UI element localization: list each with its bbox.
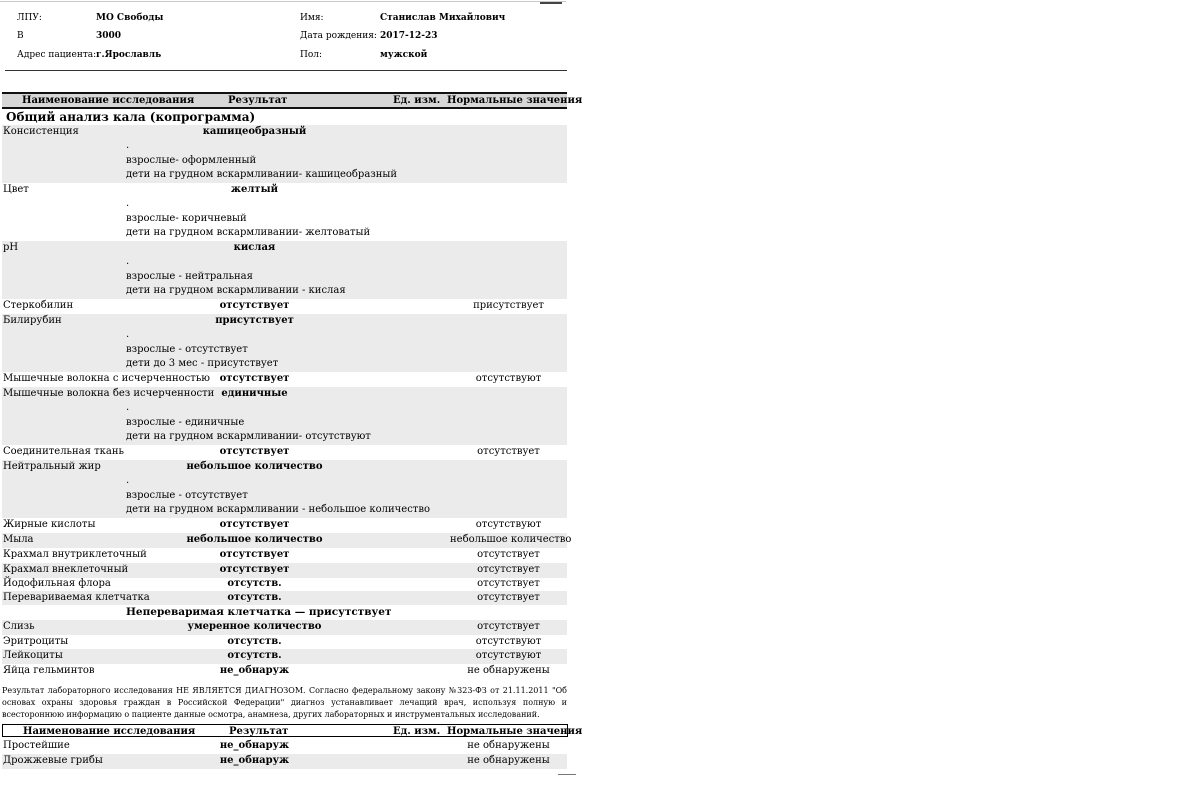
- table-row: [2, 372, 567, 387]
- row-test-name: Эритроциты: [3, 636, 69, 647]
- table-row: [2, 635, 567, 649]
- row-reference-line: дети на грудном вскармливании- отсутствуют: [126, 431, 371, 442]
- row-reference-line: дети на грудном вскармливании - небольшое количество: [126, 504, 430, 515]
- table-row: [2, 620, 567, 635]
- row-result-value: не_обнаруж: [219, 665, 290, 676]
- row-result-value: кашицеобразный: [202, 126, 307, 137]
- row-result-value: не_обнаруж: [219, 755, 290, 766]
- cropped-header-fragment: [540, 0, 562, 4]
- row-test-name: Соединительная ткань: [3, 446, 124, 457]
- sex-label: Пол:: [300, 50, 323, 60]
- row-test-name: Билирубин: [3, 315, 62, 326]
- row-test-name: Лейкоциты: [3, 650, 63, 661]
- col-header-units: Ед. изм.: [393, 95, 441, 106]
- row-reference-line: взрослые - отсутствует: [126, 343, 248, 355]
- dob-label: Дата рождения:: [300, 31, 377, 41]
- row-reference-line: .: [126, 140, 130, 151]
- row-reference-line: взрослые - отсутствует: [126, 489, 248, 501]
- row-test-name: Стеркобилин: [3, 300, 74, 311]
- table-row: [2, 314, 567, 372]
- table-row: [2, 125, 567, 183]
- table-row: [2, 460, 567, 518]
- row-test-name: Простейшие: [3, 740, 70, 751]
- row-test-name: Консистенция: [3, 126, 79, 137]
- row-normal-value: не обнаружены: [467, 665, 550, 676]
- table-row: [2, 591, 567, 606]
- row-result-value: отсутств.: [227, 650, 282, 661]
- row-reference-line: дети до 3 мес - присутствует: [126, 358, 279, 369]
- row-normal-value: не обнаружены: [467, 755, 550, 766]
- col-header-norm: Нормальные значения: [447, 95, 583, 106]
- section-title: Общий анализ кала (копрограмма): [6, 110, 256, 124]
- table-row: [2, 577, 567, 591]
- row-test-name: Дрожжевые грибы: [3, 755, 103, 766]
- table-row: [2, 563, 567, 578]
- extra-result-line: [2, 605, 567, 620]
- row-result-value: кислая: [233, 242, 276, 253]
- row-result-value: отсутств.: [227, 592, 282, 603]
- row-test-name: Нейтральный жир: [3, 461, 101, 472]
- disclaimer-text: Результат лабораторного исследования НЕ ЯВЛЯЕТСЯ ДИАГНОЗОМ. Согласно федеральному закону №323-ФЗ от 21.11.2011 "Об основах охраны здоровья граждан в Российской Федерации" диагноз устанавливает лечащий врач, используя полную и всестороннюю информацию о пациенте данные осмотра, анамнеза, других лабораторных и инструментальных исследований.: [2, 686, 567, 719]
- row-test-name: Мышечные волокна с исчерченностью: [3, 373, 210, 384]
- col2-header-norm: Нормальные значения: [447, 726, 583, 737]
- table-row: [2, 387, 567, 445]
- col2-header-units: Ед. изм.: [393, 726, 441, 737]
- table-row: [2, 533, 572, 548]
- row-test-name: Яйца гельминтов: [3, 665, 95, 676]
- row-test-name: Слизь: [3, 621, 35, 632]
- row-result-value: отсутствует: [219, 446, 290, 457]
- row-test-name: Мышечные волокна без исчерченности: [3, 388, 215, 399]
- table-row: [2, 518, 567, 533]
- lpu-value: МО Свободы: [96, 13, 164, 23]
- row-test-name: Перевариваемая клетчатка: [3, 592, 150, 603]
- row-reference-line: .: [126, 256, 130, 267]
- row-test-name: Мыла: [3, 534, 34, 545]
- row-normal-value: отсутствует: [477, 564, 540, 575]
- row-result-value: единичные: [221, 388, 288, 399]
- lab-report-document: [0, 0, 583, 800]
- row-result-value: отсутств.: [227, 578, 282, 589]
- row-test-name: Крахмал внутриклеточный: [3, 549, 147, 560]
- row-normal-value: отсутствуют: [475, 650, 542, 661]
- row-normal-value: отсутствует: [477, 446, 540, 457]
- row-normal-value: отсутствуют: [475, 519, 542, 530]
- row-normal-value: отсутствует: [477, 578, 540, 589]
- table-row: [2, 241, 567, 299]
- col2-header-name: Наименование исследования: [23, 726, 196, 737]
- row-reference-line: взрослые- коричневый: [126, 212, 247, 224]
- row-result-value: отсутствует: [219, 519, 290, 530]
- row-reference-line: взрослые- оформленный: [126, 154, 257, 166]
- name-label: Имя:: [300, 13, 324, 23]
- name-value: Станислав Михайлович: [380, 13, 506, 23]
- row-normal-value: отсутствуют: [475, 373, 542, 384]
- table-row: [2, 299, 567, 314]
- row-normal-value: не обнаружены: [467, 740, 550, 751]
- row-normal-value: отсутствуют: [475, 636, 542, 647]
- dob-value: 2017-12-23: [380, 31, 438, 41]
- table-row: [2, 548, 567, 563]
- table-header-bottom-rule: [2, 107, 567, 109]
- row-result-value: не_обнаруж: [219, 740, 290, 751]
- row-result-value: отсутствует: [219, 300, 290, 311]
- table-row: [2, 664, 567, 678]
- row-reference-line: .: [126, 198, 130, 209]
- row-reference-line: дети на грудном вскармливании- кашицеобразный: [126, 169, 398, 180]
- row-reference-line: дети на грудном вскармливании- желтоватый: [126, 227, 371, 238]
- row-result-value: небольшое количество: [186, 461, 323, 472]
- lpu-label: ЛПУ:: [17, 13, 42, 23]
- page-corner-mark: [558, 774, 576, 775]
- col2-header-result: Результат: [229, 726, 289, 737]
- row-reference-line: .: [126, 329, 130, 340]
- table-row: [2, 649, 567, 664]
- row-result-value: желтый: [230, 184, 279, 195]
- table-row: [2, 445, 567, 460]
- extra-result-text: Непереваримая клетчатка — присутствует: [126, 606, 392, 618]
- results-table-header: [2, 94, 583, 107]
- row-result-value: отсутствует: [219, 373, 290, 384]
- row-result-value: отсутств.: [227, 636, 282, 647]
- col-header-name: Наименование исследования: [22, 95, 195, 106]
- v-value: 3000: [96, 31, 122, 41]
- table-row: [2, 739, 567, 754]
- row-reference-line: взрослые - единичные: [126, 416, 245, 428]
- row-reference-line: дети на грудном вскармливании - кислая: [126, 285, 346, 296]
- row-result-value: небольшое количество: [186, 534, 323, 545]
- address-value: г.Ярославль: [96, 50, 162, 60]
- row-result-value: отсутствует: [219, 564, 290, 575]
- row-test-name: Жирные кислоты: [3, 519, 96, 530]
- row-reference-line: .: [126, 475, 130, 486]
- table-row: [2, 183, 567, 241]
- row-test-name: Цвет: [3, 184, 29, 195]
- page-top-border: [0, 1, 566, 2]
- row-normal-value: отсутствует: [477, 549, 540, 560]
- address-label: Адрес пациента:: [17, 50, 97, 60]
- row-result-value: отсутствует: [219, 549, 290, 560]
- row-result-value: умеренное количество: [187, 621, 322, 632]
- row-normal-value: отсутствует: [477, 592, 540, 603]
- header-divider: [5, 70, 567, 71]
- col-header-result: Результат: [228, 95, 288, 106]
- sex-value: мужской: [380, 50, 428, 60]
- row-reference-line: .: [126, 402, 130, 413]
- row-result-value: присутствует: [215, 315, 294, 326]
- results-table-2-header: [2, 724, 583, 737]
- row-normal-value: небольшое количество: [450, 534, 572, 545]
- row-test-name: pH: [3, 242, 19, 253]
- v-label: В: [17, 31, 24, 41]
- table-row: [2, 754, 567, 769]
- row-normal-value: отсутствует: [477, 621, 540, 632]
- row-reference-line: взрослые - нейтральная: [126, 270, 253, 282]
- row-test-name: Йодофильная флора: [3, 578, 111, 589]
- row-test-name: Крахмал внеклеточный: [3, 564, 129, 575]
- row-normal-value: присутствует: [473, 300, 544, 311]
